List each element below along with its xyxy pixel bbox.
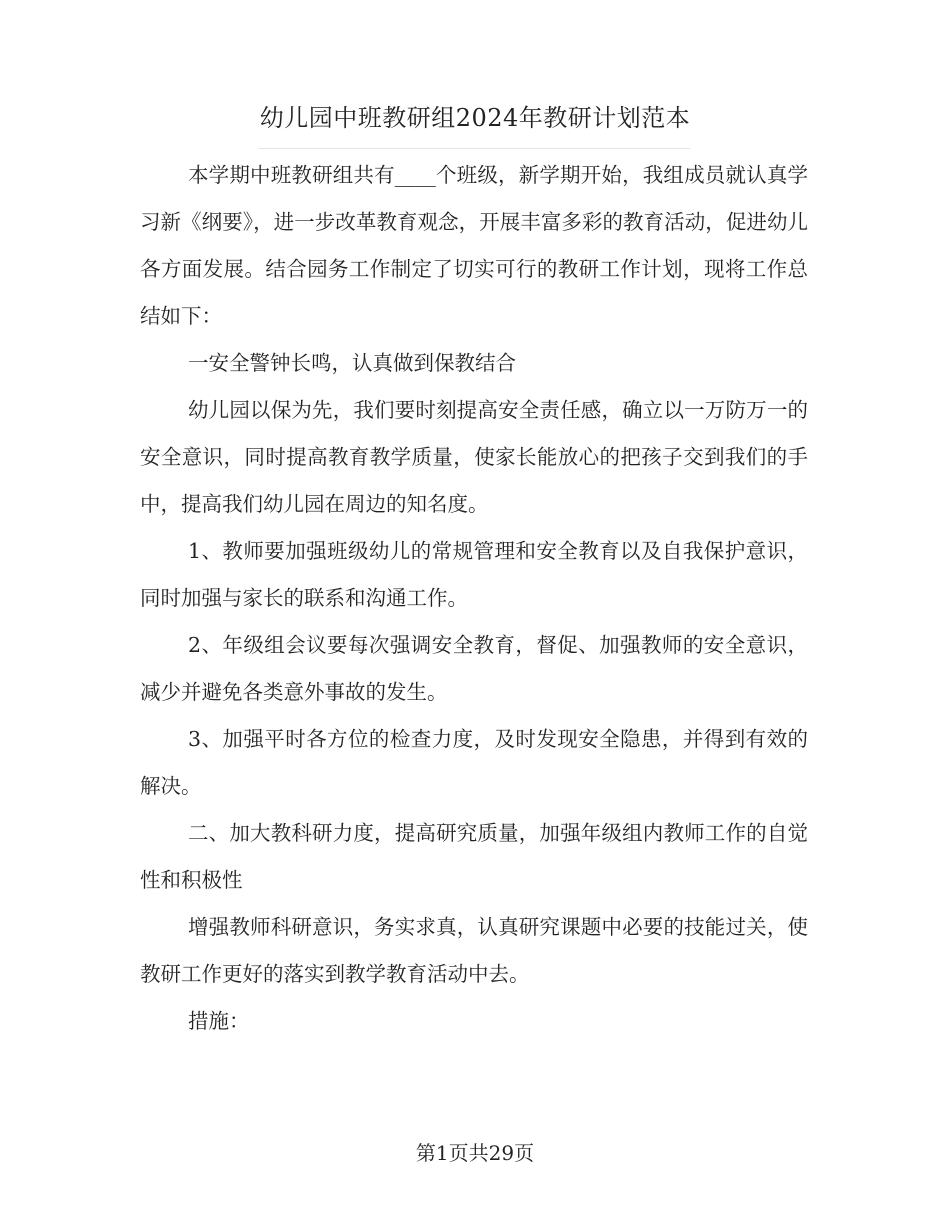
document-title: 幼儿园中班教研组2024年教研计划范本 xyxy=(259,104,691,132)
section-heading-safety: 一安全警钟长鸣，认真做到保教结合 xyxy=(188,351,516,375)
document-body xyxy=(140,152,808,1045)
paragraph-intro: 本学期中班教研组共有____个班级，新学期开始，我组成员就认真学习新《纲要》，进一步改革教育观念，开展丰富多彩的教育活动，促进幼儿各方面发展。结合园务工作制定了切实可行的教研工作计划，现将工作总结如下： xyxy=(140,163,808,328)
paragraph-safety: 幼儿园以保为先，我们要时刻提高安全责任感，确立以一万防万一的安全意识，同时提高教育教学质量，使家长能放心的把孩子交到我们的手中，提高我们幼儿园在周边的知名度。 xyxy=(140,398,808,516)
list-item-3: 3、加强平时各方位的检查力度，及时发现安全隐患，并得到有效的解决。 xyxy=(140,727,808,798)
page-number-footer: 第1页共29页 xyxy=(415,1141,535,1165)
measures-label: 措施： xyxy=(188,1009,250,1033)
section-heading-research: 二、加大教科研力度，提高研究质量，加强年级组内教师工作的自觉性和积极性 xyxy=(140,821,808,892)
list-item-2: 2、年级组会议要每次强调安全教育，督促、加强教师的安全意识，减少并避免各类意外事故的发生。 xyxy=(140,633,808,704)
title-divider xyxy=(258,148,690,149)
paragraph-research: 增强教师科研意识，务实求真，认真研究课题中必要的技能过关，使教研工作更好的落实到教学教育活动中去。 xyxy=(140,915,808,986)
list-item-1: 1、教师要加强班级幼儿的常规管理和安全教育以及自我保护意识，同时加强与家长的联系和沟通工作。 xyxy=(140,539,808,610)
